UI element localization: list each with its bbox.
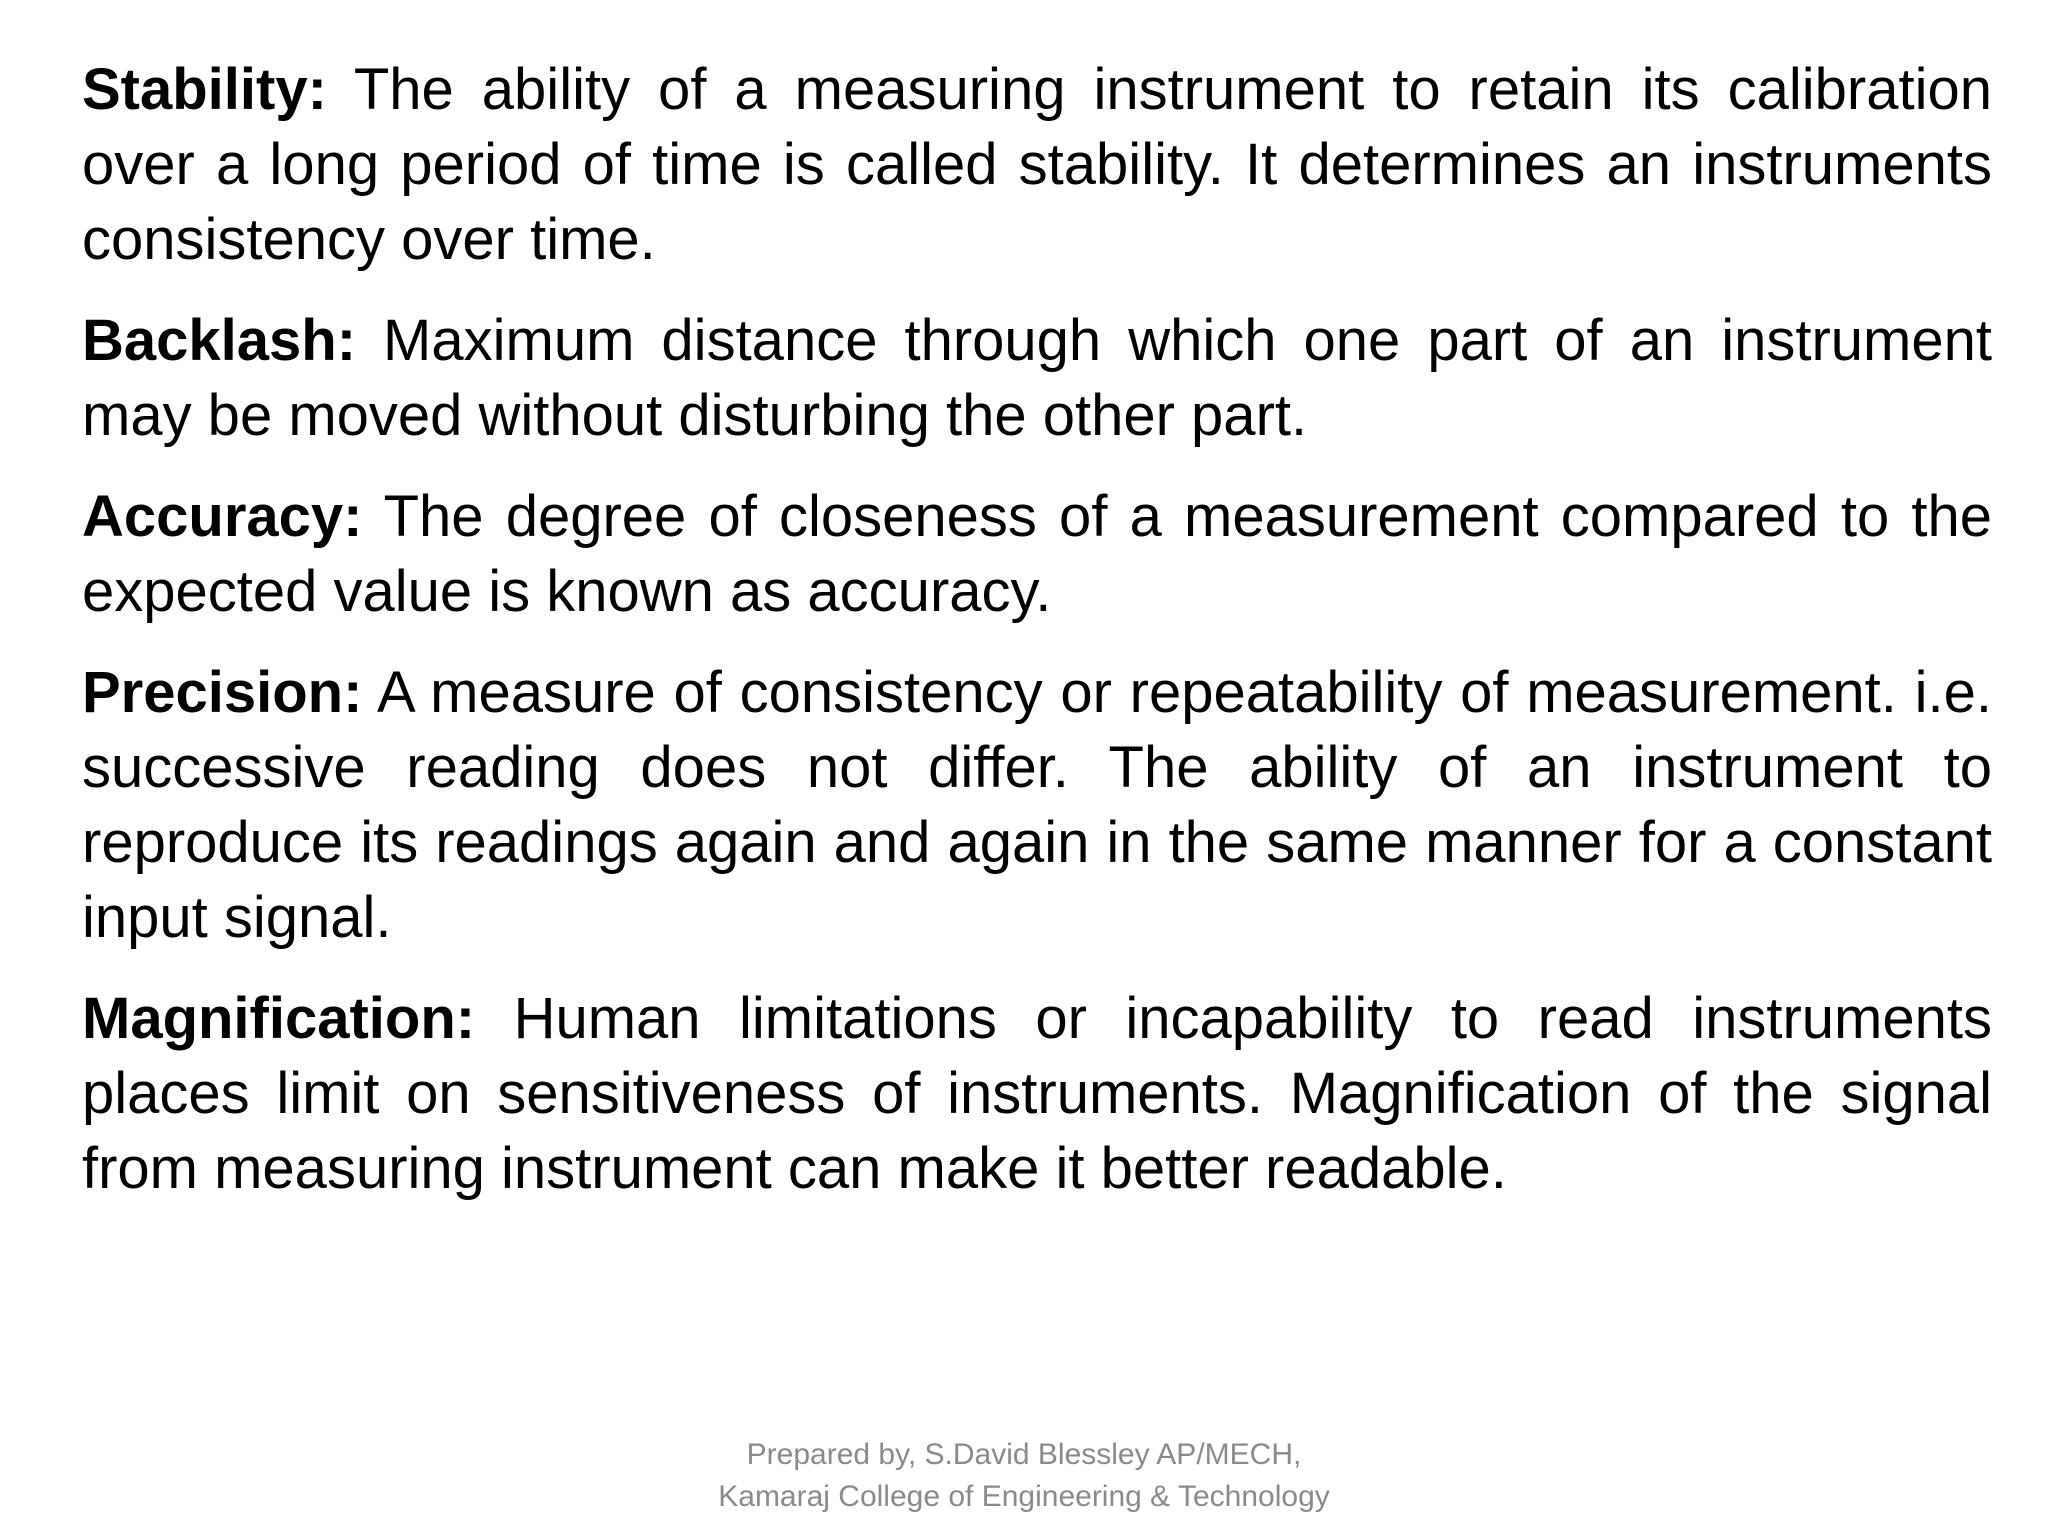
definition-term: Precision: xyxy=(82,660,363,725)
slide-footer xyxy=(0,1434,2048,1518)
definition-term: Backlash: xyxy=(82,308,357,373)
definition-term: Accuracy: xyxy=(82,484,363,549)
definition-text: A measure of consistency or repeatability of measurement. i.e. successive reading does not differ. The ability of an instrument to reproduce its readings again and again in the same manner for a constant input signal. xyxy=(82,660,1992,950)
definition-magnification xyxy=(82,981,1992,1206)
footer-institution: Kamaraj College of Engineering & Technology xyxy=(718,1480,1330,1513)
definition-text: Maximum distance through which one part of an instrument may be moved without disturbing the other part. xyxy=(82,308,1992,448)
definition-backlash xyxy=(82,303,1992,453)
definitions-list xyxy=(82,52,1992,1232)
definition-text: Human limitations or incapability to read instruments places limit on sensitiveness of instruments. Magnification of the signal from measuring instrument can make it better readable. xyxy=(82,986,1992,1201)
definition-text: The degree of closeness of a measurement compared to the expected value is known as accuracy. xyxy=(82,484,1992,624)
definition-precision xyxy=(82,655,1992,955)
definition-term: Stability: xyxy=(82,57,327,122)
definition-term: Magnification: xyxy=(82,986,476,1051)
definition-stability xyxy=(82,52,1992,277)
definition-text: The ability of a measuring instrument to retain its calibration over a long period of time is called stability. It determines an instruments consistency over time. xyxy=(82,57,1992,272)
footer-author: Prepared by, S.David Blessley AP/MECH, xyxy=(746,1438,1302,1471)
definition-accuracy xyxy=(82,479,1992,629)
